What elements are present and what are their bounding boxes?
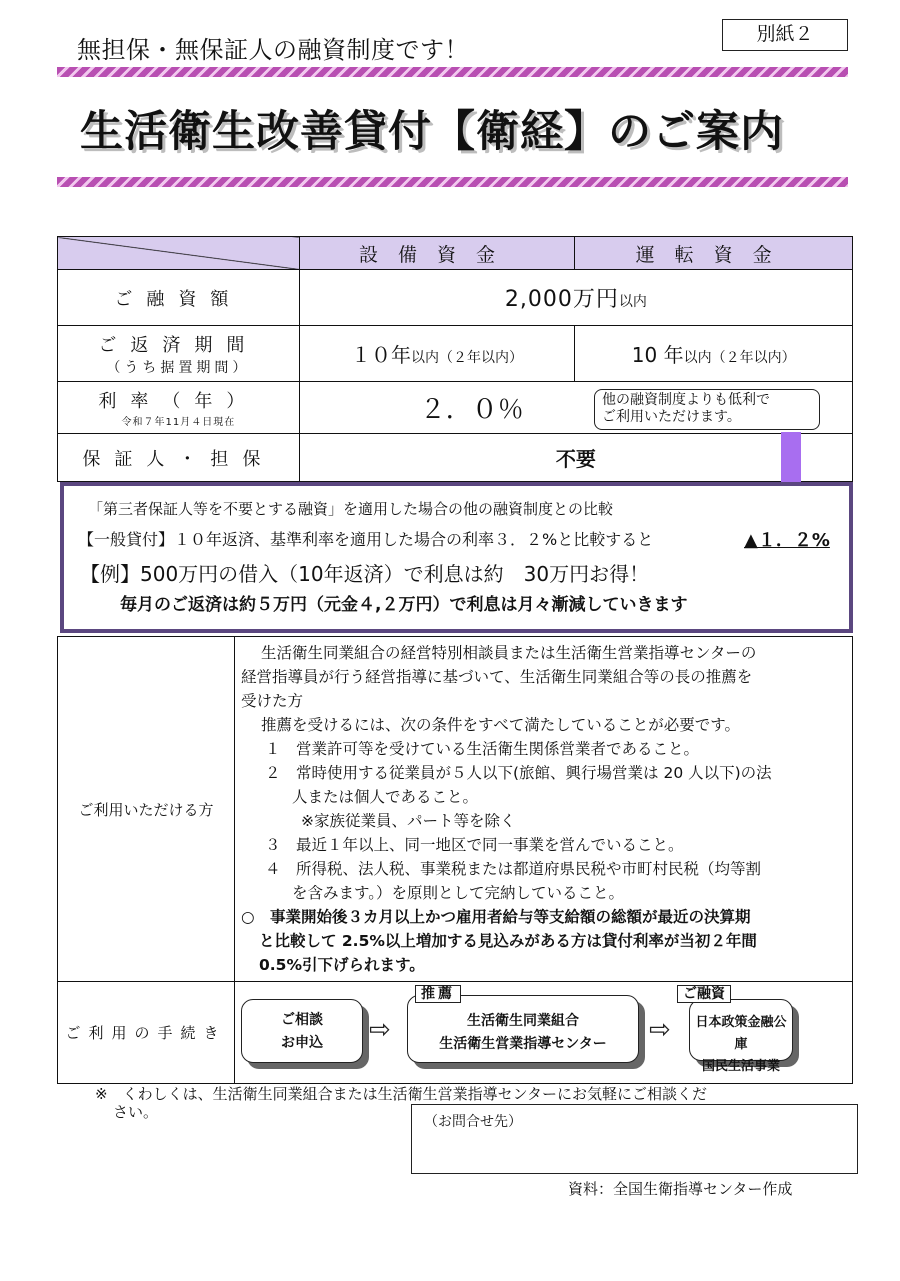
amount-value: 2,000万円 xyxy=(504,287,619,312)
period-equipment-cell xyxy=(299,326,575,382)
period-equipment-suffix: 以内（２年以内） xyxy=(411,350,524,366)
period-equipment: １０年 xyxy=(351,343,412,367)
eligibility-table xyxy=(57,636,853,1084)
rate-label-cell xyxy=(58,382,300,434)
flow-arrow-2-icon: ⇨ xyxy=(649,1014,671,1045)
top-stripe xyxy=(57,67,848,77)
period-operating-suffix: 以内（２年以内） xyxy=(683,350,796,366)
comparison-monthly: 毎月のご返済は約５万円（元金４,２万円）で利息は月々漸減していきます xyxy=(120,595,688,615)
amount-label: ご融資額 xyxy=(114,288,243,310)
period-sublabel: （うち据置期間） xyxy=(106,359,251,376)
corner-cell xyxy=(58,237,300,270)
procedure-label: ご利用の手続き xyxy=(58,982,235,1084)
period-operating-cell xyxy=(575,326,853,382)
attachment-label: 別紙２ xyxy=(722,19,848,51)
loan-tag: ご融資 xyxy=(677,985,731,1003)
rate-date: 令和７年11月４日現在 xyxy=(121,417,236,428)
rate-value: ２．０％ xyxy=(419,395,524,425)
step-recommend: 生活衛生同業組合 生活衛生営業指導センター xyxy=(407,995,639,1063)
comparison-box xyxy=(60,482,853,633)
subtitle: 無担保・無保証人の融資制度です！ xyxy=(77,36,469,64)
eligibility-label: ご利用いただける方 xyxy=(58,637,235,982)
guarantee-value: 不要 xyxy=(555,447,596,471)
comparison-rate-diff: ▲１．２% xyxy=(744,530,830,551)
step-consult: ご相談 お申込 xyxy=(241,999,363,1063)
comparison-line1: 「第三者保証人等を不要とする融資」を適用した場合の他の融資制度との比較 xyxy=(88,500,614,518)
period-label: ご返済期間 xyxy=(98,334,259,356)
comparison-example: 【例】500万円の借入（10年返済）で利息は約 30万円お得！ xyxy=(80,562,650,586)
guarantee-cell xyxy=(299,434,852,482)
flow-arrow-1-icon: ⇨ xyxy=(369,1014,391,1045)
col-equipment: 設備資金 xyxy=(299,237,575,270)
rate-note: 他の融資制度よりも低利で ご利用いただけます。 xyxy=(594,389,820,430)
loan-terms-table xyxy=(57,236,853,482)
rate-label: 利率（年） xyxy=(98,391,259,412)
footnote: ※ くわしくは、生活衛生同業組合または生活衛生営業指導センターにお気軽にご相談くだ さい。 xyxy=(95,1085,707,1121)
col-operating: 運転資金 xyxy=(575,237,853,270)
period-operating: 10 年 xyxy=(631,343,684,367)
source-credit: 資料：全国生衛指導センター作成 xyxy=(568,1180,793,1198)
amount-label-cell xyxy=(58,270,300,326)
guarantee-label: 保証人・担保 xyxy=(82,448,275,470)
amount-cell xyxy=(299,270,852,326)
amount-suffix: 以内 xyxy=(618,294,647,310)
page-title: 生活衛生改善貸付【衛経】のご案内 xyxy=(80,107,784,157)
inquiry-box: （お問合せ先） xyxy=(411,1104,858,1174)
period-label-cell xyxy=(58,326,300,382)
bottom-stripe xyxy=(57,177,848,187)
comparison-line2: 【一般貸付】１０年返済、基準利率を適用した場合の利率３．２%と比較すると xyxy=(78,530,654,549)
eligibility-conditions: 生活衛生同業組合の経営特別相談員または生活衛生営業指導センターの 経営指導員が行う経営指導に基づいて、生活衛生同業組合等の長の推薦を 受けた方 推薦を受けるには、次の条件をすべて満たしていることが必要です。 １ 営業許可等を受けている生活衛生関係営業者であること。 ２ 常時使用する従業員が５人以下(旅館、興行場営業は 20 人以下)の法 人または個人であること。 ※家族従業員、パート等を除く ３ 最近１年以上、同一地区で同一事業を営んでいること。 ４ 所得税、法人税、事業税または都道府県民税や市町村民税（均等割 を含みます。）を原則として完納していること。 ○ 事業開始後３カ月以上かつ雇用者給与等支給額の総額が最近の決算期 と比較して 2.5%以上増加する見込みがある方は貸付利率が当初２年間 0.5%引下げられます。 xyxy=(235,637,853,982)
guarantee-label-cell xyxy=(58,434,300,482)
step-loan: 日本政策金融公庫 国民生活事業 xyxy=(689,999,793,1061)
recommend-tag: 推薦 xyxy=(415,985,461,1003)
procedure-flow xyxy=(235,982,853,1084)
